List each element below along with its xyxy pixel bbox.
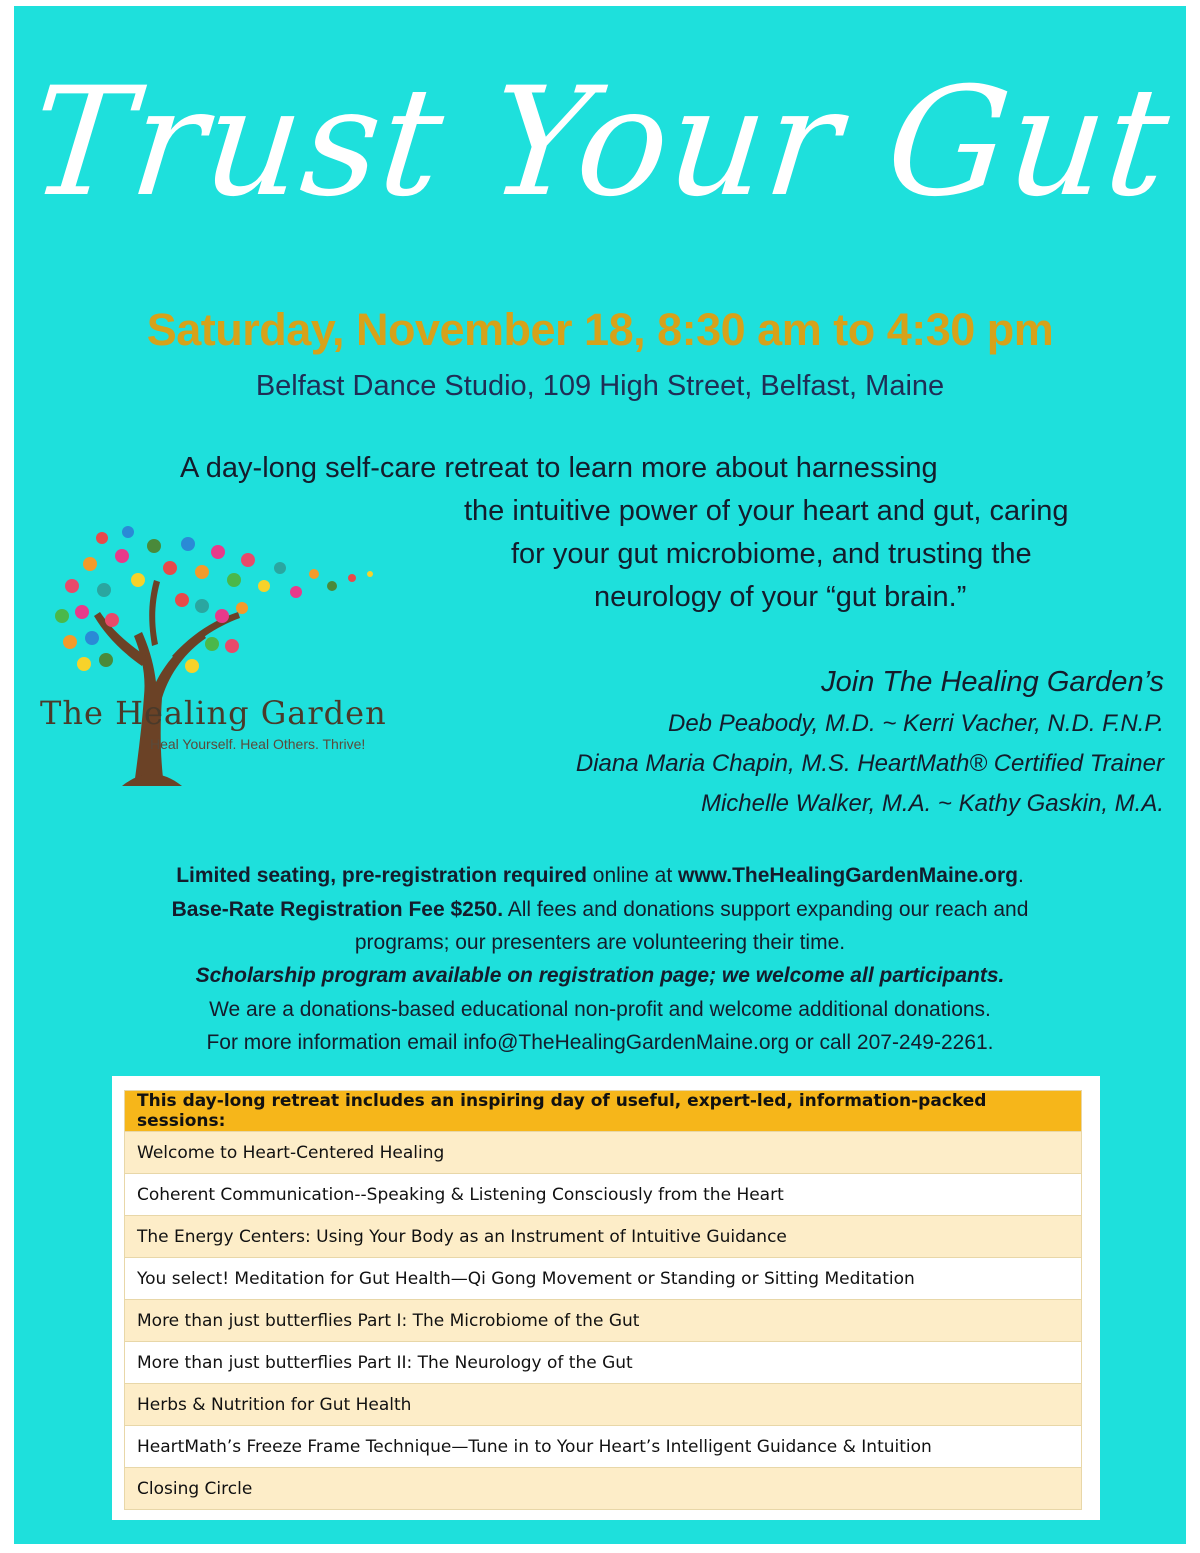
healing-garden-logo: [42, 516, 462, 796]
sessions-table: [124, 1090, 1082, 1510]
event-venue: Belfast Dance Studio, 109 High Street, Belfast, Maine: [255, 370, 945, 402]
sessions-header: This day-long retreat includes an inspiring day of useful, expert-led, information-packed sessions:: [125, 1091, 1082, 1132]
programs-line: programs; our presenters are volunteering their time.: [354, 931, 846, 954]
presenters-line-1: Deb Peabody, M.D. ~ Kerri Vacher, N.D. F.N.P.: [668, 710, 1164, 737]
heart-leaves-icon: [55, 526, 373, 673]
event-title: Trust Your Gut: [22, 56, 1178, 230]
description-line-2: the intuitive power of your heart and gut, caring: [464, 495, 1069, 527]
scholarship-line: Scholarship program available on registration page; we welcome all participants.: [195, 964, 1005, 987]
description-line-1: A day-long self-care retreat to learn more about harnessing: [180, 452, 938, 484]
table-row: Coherent Communication--Speaking & Listening Consciously from the Heart: [125, 1174, 1082, 1216]
table-row: More than just butterflies Part II: The Neurology of the Gut: [125, 1342, 1082, 1384]
presenters-line-2: Diana Maria Chapin, M.S. HeartMath® Certified Trainer: [575, 750, 1164, 777]
fee-label: Base-Rate Registration Fee $250.: [171, 898, 504, 921]
registration-label: Limited seating, pre-registration required: [176, 864, 587, 887]
description-line-4: neurology of your “gut brain.”: [594, 581, 967, 613]
table-row: The Energy Centers: Using Your Body as an Instrument of Intuitive Guidance: [125, 1216, 1082, 1258]
sessions-panel: [112, 1076, 1100, 1520]
contact-line: For more information email info@TheHealingGardenMaine.org or call 207-249-2261.: [206, 1031, 994, 1054]
registration-line: Limited seating, pre-registration required online at www.TheHealingGardenMaine.org.: [176, 864, 1024, 887]
donations-line: We are a donations-based educational non-profit and welcome additional donations.: [209, 998, 991, 1021]
table-row: Closing Circle: [125, 1468, 1082, 1510]
website-link[interactable]: www.TheHealingGardenMaine.org: [678, 864, 1018, 887]
presenters-line-3: Michelle Walker, M.A. ~ Kathy Gaskin, M.A.: [700, 790, 1164, 817]
logo-tagline: Heal Yourself. Heal Others. Thrive!: [150, 736, 366, 752]
table-row: Herbs & Nutrition for Gut Health: [125, 1384, 1082, 1426]
presenters-intro: Join The Healing Garden’s: [821, 666, 1164, 698]
table-row: Welcome to Heart-Centered Healing: [125, 1132, 1082, 1174]
fee-line: Base-Rate Registration Fee $250. All fees and donations support expanding our reach and: [171, 898, 1029, 921]
flyer: [14, 6, 1186, 1544]
event-date: Saturday, November 18, 8:30 am to 4:30 pm: [146, 304, 1054, 355]
table-row: HeartMath’s Freeze Frame Technique—Tune in to Your Heart’s Intelligent Guidance & Intuition: [125, 1426, 1082, 1468]
logo-name: The Healing Garden: [40, 694, 387, 732]
table-row: You select! Meditation for Gut Health—Qi Gong Movement or Standing or Sitting Meditation: [125, 1258, 1082, 1300]
description-line-3: for your gut microbiome, and trusting the: [511, 538, 1032, 570]
table-row: More than just butterflies Part I: The Microbiome of the Gut: [125, 1300, 1082, 1342]
